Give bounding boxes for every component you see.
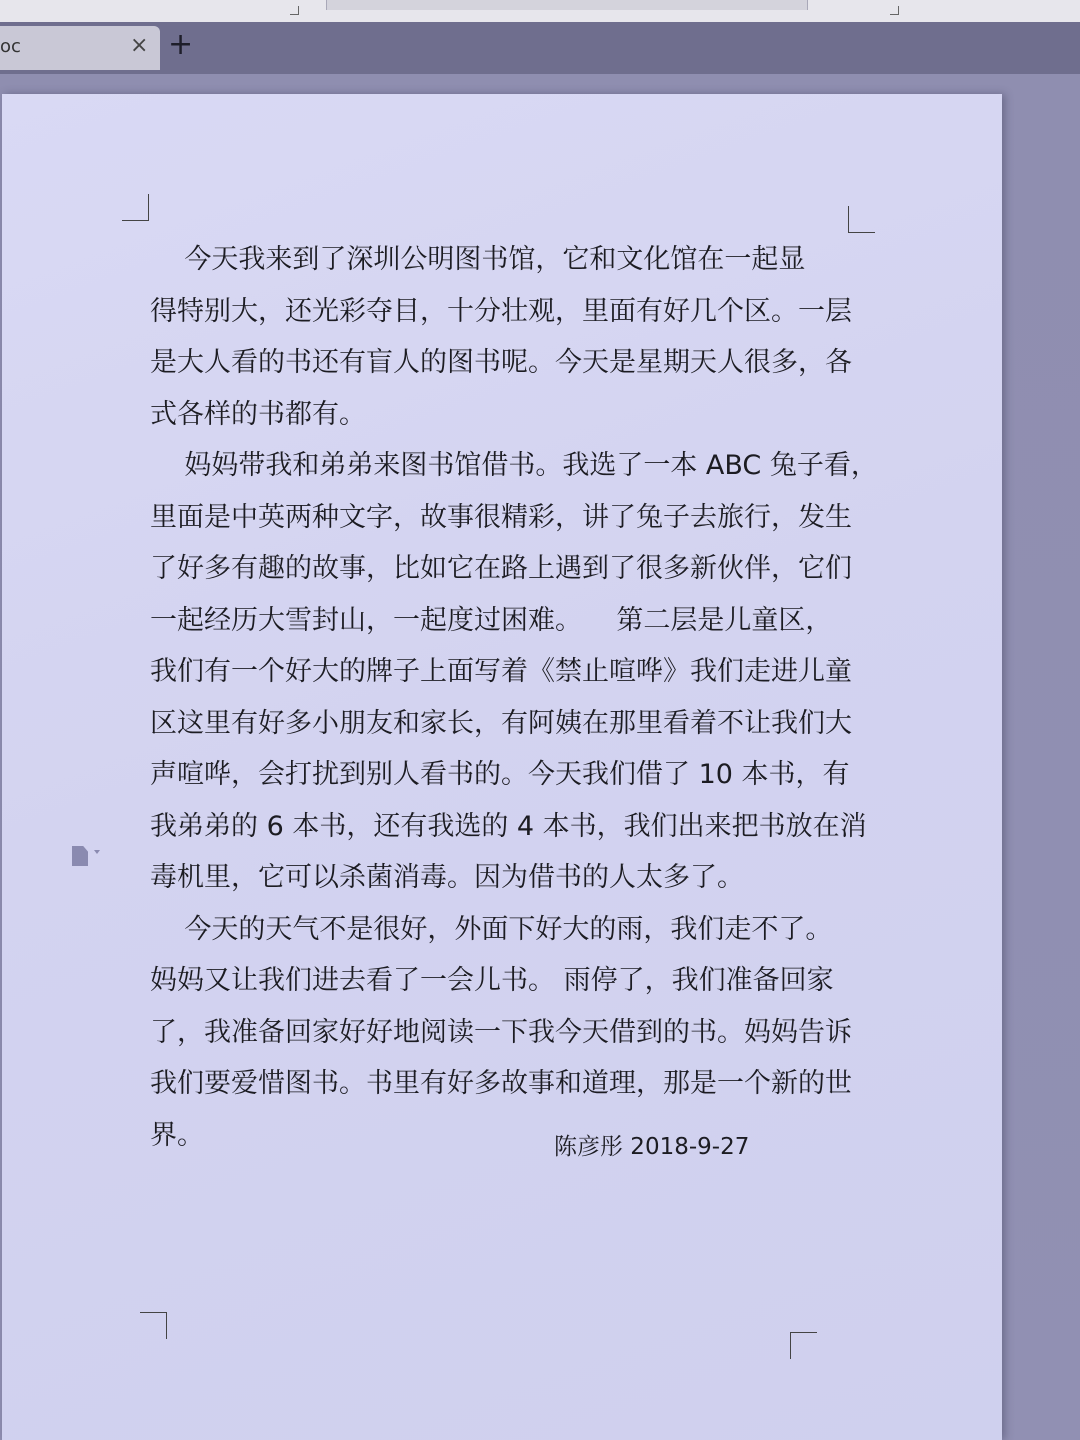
- document-tab[interactable]: [0, 26, 160, 70]
- signature-line: 陈彦彤 2018-9-27: [554, 1134, 750, 1160]
- text-line: 式各样的书都有。: [150, 398, 366, 430]
- document-page[interactable]: [2, 94, 1002, 1440]
- text-line: 毒机里，它可以杀菌消毒。因为借书的人太多了。: [150, 862, 744, 893]
- text-line: 里面是中英两种文字，故事很精彩，讲了兔子去旅行，发生: [150, 501, 852, 533]
- text-line: 今天我来到了深圳公明图书馆，它和文化馆在一起显: [150, 244, 806, 275]
- new-tab-icon[interactable]: +: [168, 27, 194, 62]
- text-line: 妈妈又让我们进去看了一会儿书。 雨停了，我们准备回家: [150, 965, 834, 996]
- close-tab-icon[interactable]: ×: [130, 33, 149, 58]
- page-shape: [72, 846, 88, 866]
- text-line: 妈妈带我和弟弟来图书馆借书。我选了一本 ABC 兔子看，: [150, 450, 878, 481]
- document-body[interactable]: [150, 234, 878, 1161]
- text-line: 我们要爱惜图书。书里有好多故事和道理，那是一个新的世: [150, 1068, 852, 1099]
- margin-corner-bottom-right: [790, 1332, 817, 1359]
- text-line: 一起经历大雪封山，一起度过困难。 第二层是儿童区，: [150, 604, 833, 636]
- ribbon-group-launcher-icon[interactable]: [290, 6, 299, 15]
- text-line: 是大人看的书还有盲人的图书呢。今天是星期天人很多，各: [150, 347, 852, 378]
- margin-corner-top-right: [848, 206, 875, 233]
- text-line: 界。: [150, 1119, 204, 1151]
- margin-corner-top-left: [122, 194, 149, 221]
- document-tab-bar: [0, 22, 1080, 74]
- text-line: 今天的天气不是很好，外面下好大的雨，我们走不了。: [150, 913, 833, 945]
- text-line: 了，我准备回家好好地阅读一下我今天借到的书。妈妈告诉: [150, 1016, 852, 1048]
- chevron-down-icon: [94, 850, 100, 854]
- text-line: 区这里有好多小朋友和家长，有阿姨在那里看着不让我们大: [150, 707, 852, 739]
- document-comment-icon[interactable]: [72, 846, 90, 868]
- document-tab-label: oc: [0, 36, 21, 57]
- ribbon-toolbar: [0, 0, 1080, 23]
- text-line: 得特别大，还光彩夺目，十分壮观，里面有好几个区。一层: [150, 295, 852, 327]
- ribbon-group-launcher-icon[interactable]: [890, 6, 899, 15]
- ribbon-pane: [326, 0, 808, 10]
- text-line: 声喧哗，会打扰到别人看书的。今天我们借了 10 本书，有: [150, 759, 850, 790]
- text-line: 我们有一个好大的牌子上面写着《禁止喧哗》我们走进儿童: [150, 656, 852, 687]
- text-line: 了好多有趣的故事，比如它在路上遇到了很多新伙伴，它们: [150, 553, 852, 584]
- text-line: 我弟弟的 6 本书，还有我选的 4 本书，我们出来把书放在消: [150, 810, 867, 842]
- margin-corner-bottom-left: [140, 1312, 167, 1339]
